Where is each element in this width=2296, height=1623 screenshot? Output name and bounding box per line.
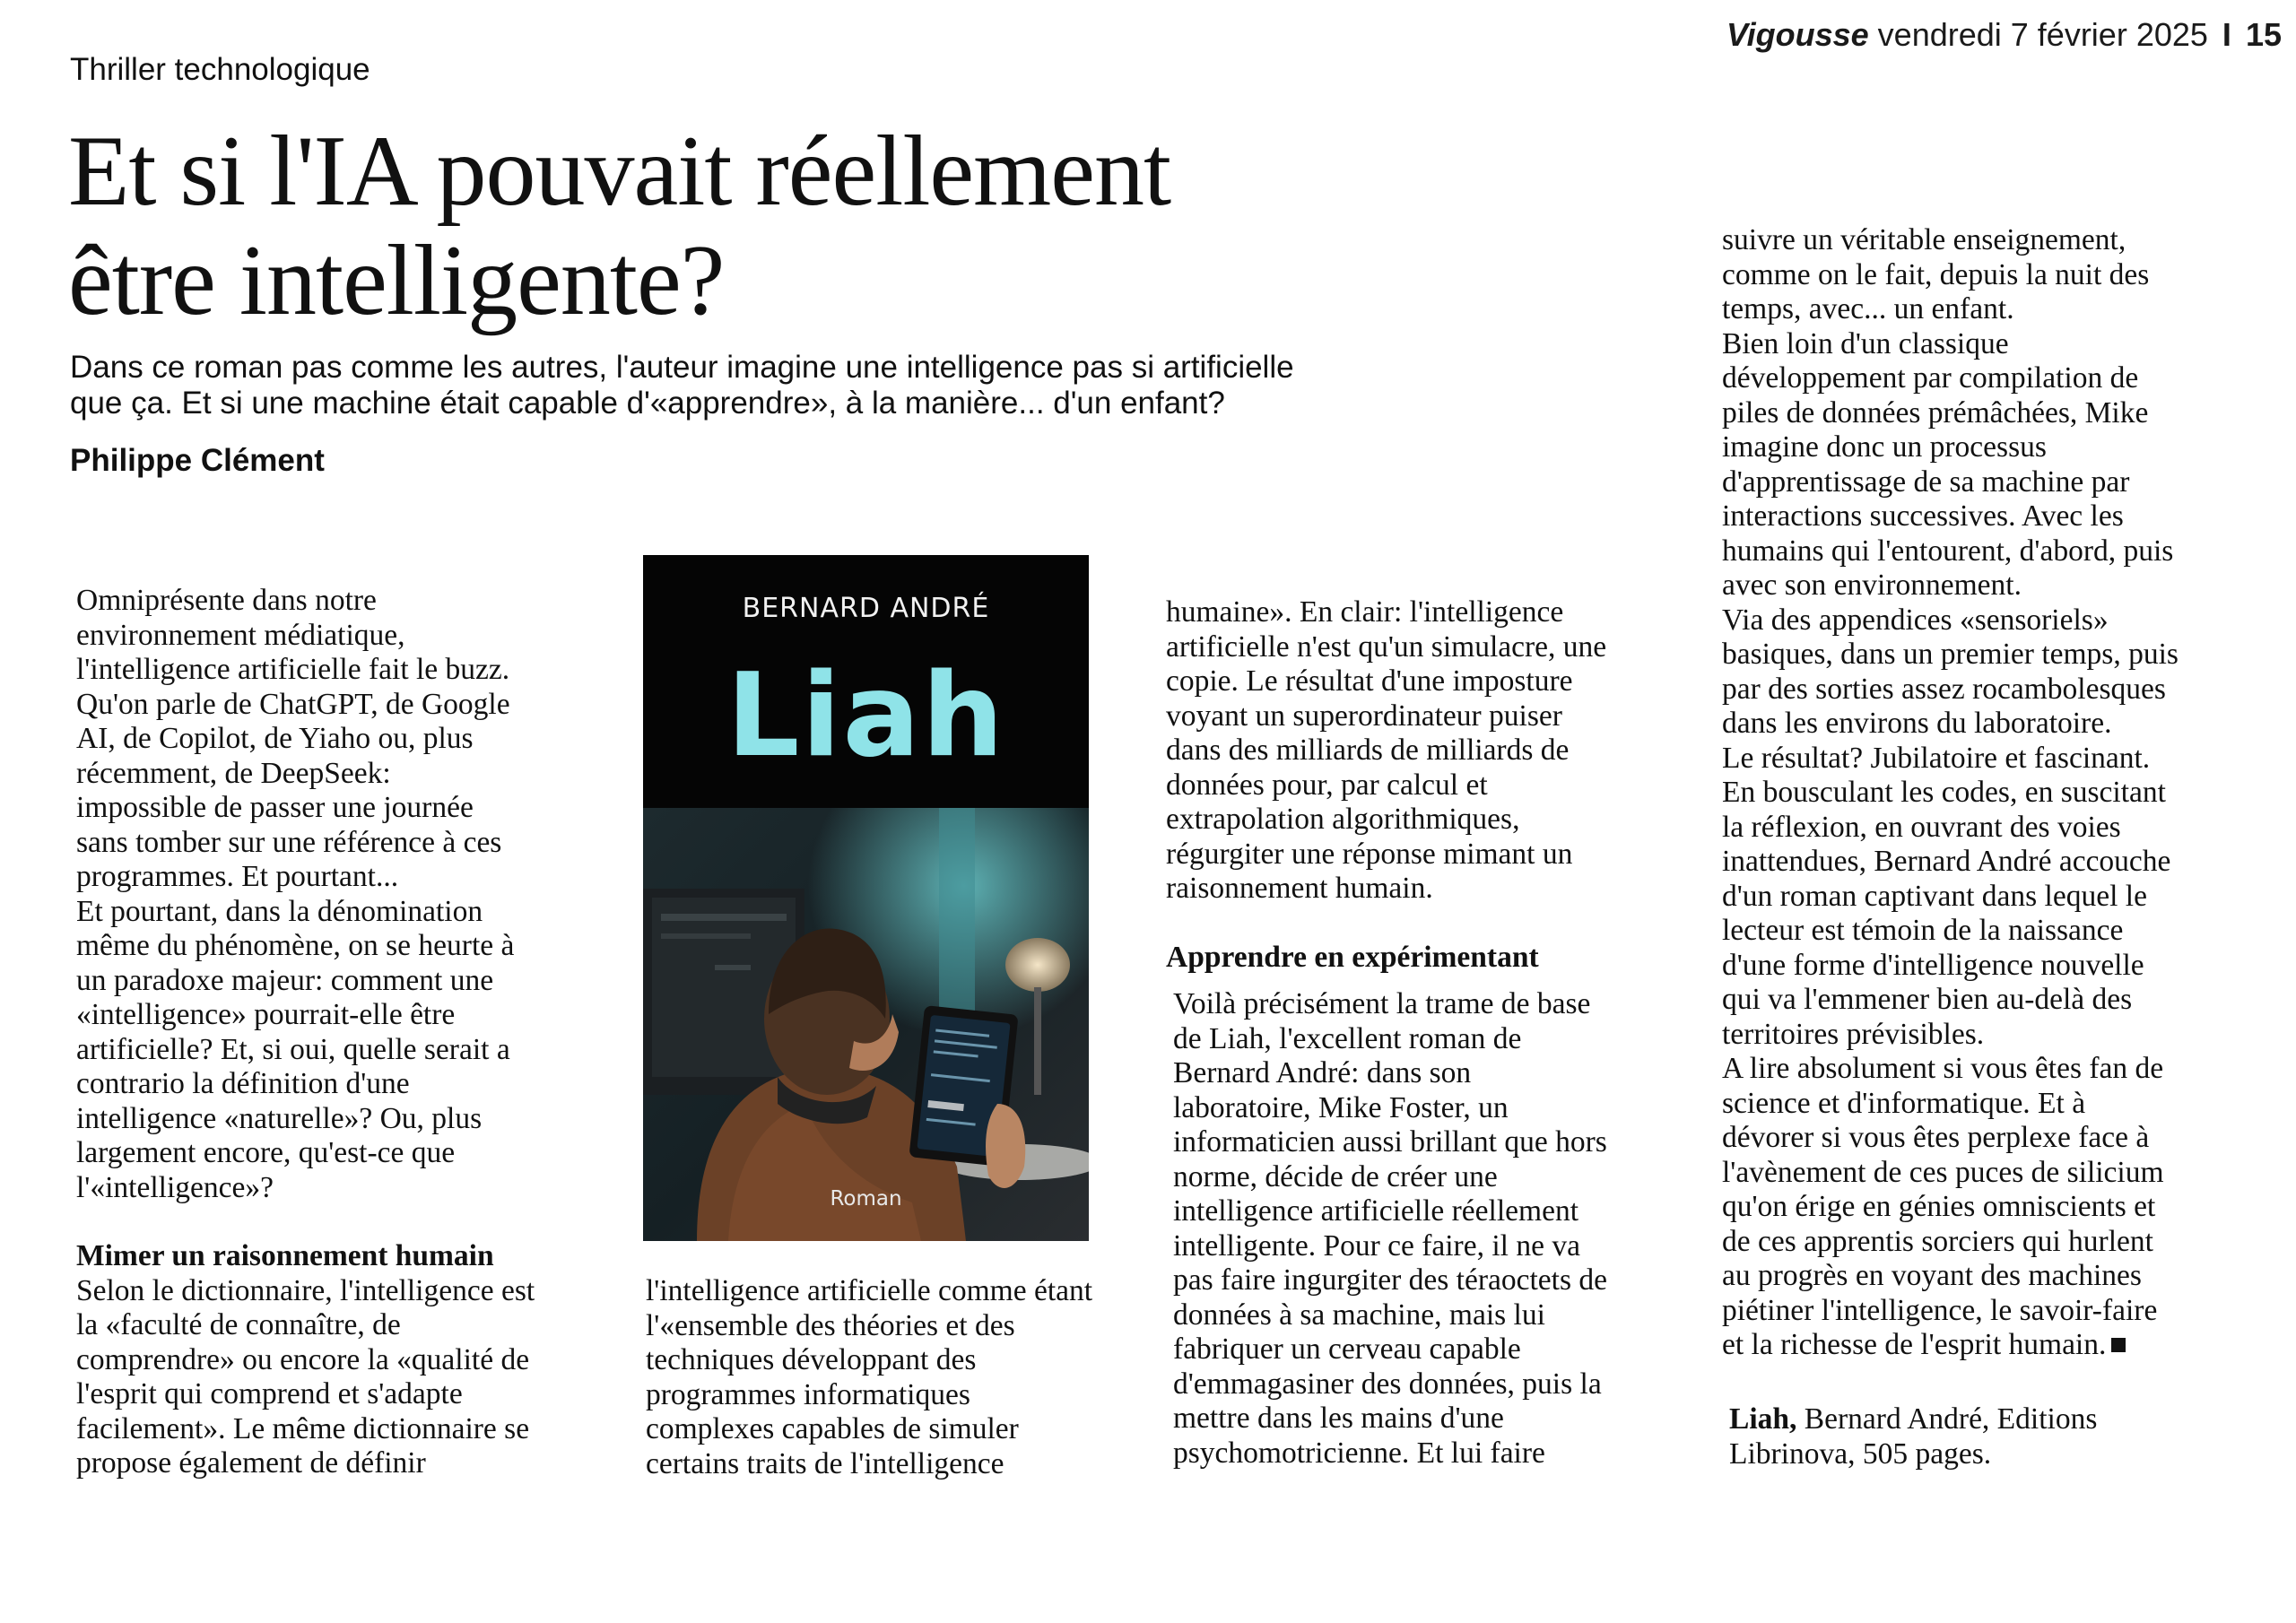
text-line: la réflexion, en ouvrant des voies [1722,810,2121,844]
text-line: piles de données prémâchées, Mike [1722,395,2149,430]
text-line: lecteur est témoin de la naissance [1722,914,2124,947]
text-line: récemment, de DeepSeek: [76,756,391,790]
text-line: contrario la définition d'une [76,1067,410,1100]
text-line: qui va l'emmener bien au-delà des [1722,983,2133,1016]
text-line: avec son environnement. [1722,568,2022,602]
paragraph [76,895,605,1206]
text-line: science et d'informatique. Et à [1722,1086,2086,1120]
text-line: largement encore, qu'est-ce que [76,1136,456,1169]
subheading: Mimer un raisonnement humain [76,1239,494,1272]
text-line: temps, avec... un enfant. [1722,292,2014,325]
text-line: l'avènement de ces puces de silicium [1722,1155,2164,1189]
issue-date: vendredi 7 février 2025 [1877,16,2208,53]
text-line: même du phénomène, on se heurte à [76,929,515,962]
text-line: copie. Le résultat d'une imposture [1166,664,1573,698]
text-line: certains traits de l'intelligence [646,1446,1004,1480]
cover-genre: Roman [830,1187,902,1211]
lead-paragraph [70,350,1397,421]
end-of-article-mark [2111,1338,2126,1352]
text-line: l'«ensemble des théories et des [646,1308,1015,1342]
text-line: un paradoxe majeur: comment une [76,963,494,997]
text-line: suivre un véritable enseignement, [1722,223,2126,256]
lead-line-1: Dans ce roman pas comme les autres, l'auteur imagine une intelligence pas si artificielle [70,350,1294,385]
text-line: piétiner l'intelligence, le savoir-faire [1722,1293,2158,1327]
article-column-2 [646,1274,1157,1481]
text-line: l'intelligence artificielle comme étant [646,1274,1093,1307]
text-line: Bien loin d'un classique [1722,326,2009,360]
paragraph [1722,1052,2242,1363]
paragraph [76,1274,605,1481]
credit-details: Bernard André, Editions [1796,1402,2098,1436]
text-line: imagine donc un processus [1722,430,2047,464]
text-line: programmes. Et pourtant... [76,860,399,893]
text-line: au progrès en voyant des machines [1722,1259,2142,1292]
text-line: informaticien aussi brillant que hors [1173,1125,1607,1159]
text-line: Le résultat? Jubilatoire et fascinant. [1722,741,2151,775]
text-line: artificielle? Et, si oui, quelle serait a [76,1032,510,1066]
cover-title: Liah [726,649,1005,783]
text-line: AI, de Copilot, de Yiaho ou, plus [76,722,474,755]
text-line: intelligence «naturelle»? Ou, plus [76,1101,483,1135]
text-line: de ces apprentis sorciers qui hurlent [1722,1224,2153,1258]
text-line: impossible de passer une journée [76,791,474,824]
text-line: Bernard André: dans son [1173,1056,1472,1089]
paragraph [1722,742,2242,1053]
header-separator: I [2222,16,2231,53]
text-line: humains qui l'entourent, d'abord, puis [1722,534,2174,568]
text-line: intelligence artificielle réellement [1173,1194,1579,1228]
text-line: données pour, par calcul et [1166,768,1488,802]
text-line: par des sorties assez rocambolesques [1722,672,2166,706]
headline [68,117,1170,335]
text-line: et la richesse de l'esprit humain. [1722,1328,2107,1361]
article-column-1 [76,584,605,1481]
text-line: Omniprésente dans notre [76,584,377,617]
text-line: humaine». En clair: l'intelligence [1166,595,1564,629]
book-cover-image [643,555,1089,1241]
text-line: extrapolation algorithmiques, [1166,803,1520,836]
paragraph [1722,603,2242,742]
text-line: basiques, dans un premier temps, puis [1722,638,2179,671]
credit-publisher: Librinova, 505 pages. [1729,1436,1992,1471]
author-byline: Philippe Clément [70,443,325,478]
text-line: dans les environs du laboratoire. [1722,707,2112,740]
text-line: comme on le fait, depuis la nuit des [1722,257,2150,291]
text-line: régurgiter une réponse mimant un [1166,837,1573,871]
text-line: raisonnement humain. [1166,872,1433,905]
text-line: territoires prévisibles. [1722,1017,1985,1051]
paragraph [646,1274,1157,1481]
text-line: interactions successives. Avec les [1722,499,2124,533]
text-line: de Liah, l'excellent roman de [1173,1021,1522,1055]
text-line: l'esprit qui comprend et s'adapte [76,1377,463,1410]
text-line: dévorer si vous êtes perplexe face à [1722,1121,2150,1154]
text-line: qu'on érige en génies omniscients et [1722,1190,2156,1223]
text-line: complexes capables de simuler [646,1412,1019,1445]
cover-illustration [643,808,1089,1241]
page-number: 15 [2245,16,2282,53]
text-line: d'apprentissage de sa machine par [1722,464,2130,499]
text-line: facilement». Le même dictionnaire se [76,1411,530,1445]
text-line: d'une forme d'intelligence nouvelle [1722,948,2144,982]
headline-line-2: être intelligente? [68,225,725,336]
text-line: développement par compilation de [1722,361,2139,395]
text-line: techniques développant des [646,1343,977,1376]
text-line: sans tomber sur une référence à ces [76,825,502,859]
publication-name: Vigousse [1726,16,1869,53]
text-line: données à sa machine, mais lui [1173,1298,1545,1332]
text-line: voyant un superordinateur puiser [1166,699,1562,733]
text-line: Et pourtant, dans la dénomination [76,894,483,928]
text-line: environnement médiatique, [76,618,405,652]
paragraph [76,584,605,895]
text-line: d'un roman captivant dans lequel le [1722,879,2147,913]
text-line: dans des milliards de milliards de [1166,733,1570,767]
article-column-4 [1722,223,2242,1363]
text-line: «intelligence» pourrait-elle être [76,998,456,1031]
paragraph [1166,595,1668,907]
paragraph [1722,223,2242,327]
text-line: norme, décide de créer une [1173,1159,1498,1193]
page-header [1726,16,2282,54]
text-line: artificielle n'est qu'un simulacre, une [1166,629,1607,664]
text-line: Via des appendices «sensoriels» [1722,603,2109,637]
text-line: intelligente. Pour ce faire, il ne va [1173,1228,1580,1263]
subheading: Apprendre en expérimentant [1166,940,1539,974]
text-line: mettre dans les mains d'une [1173,1402,1504,1435]
paragraph [1722,327,2242,603]
text-line: l'intelligence artificielle fait le buzz. [76,653,510,686]
text-line: pas faire ingurgiter des téraoctets de [1173,1263,1607,1297]
text-line: psychomotricienne. Et lui faire [1173,1436,1545,1470]
text-line: Selon le dictionnaire, l'intelligence est [76,1273,535,1307]
headline-line-1: Et si l'IA pouvait réellement [68,116,1171,227]
article-column-3 [1166,595,1668,1471]
text-line: En bousculant les codes, en suscitant [1722,776,2166,809]
paragraph [1166,987,1668,1471]
text-line: Voilà précisément la trame de base [1173,987,1591,1020]
text-line: fabriquer un cerveau capable [1173,1332,1521,1366]
text-line: l'«intelligence»? [76,1170,274,1204]
text-line: la «faculté de connaître, de [76,1308,401,1341]
credit-book-title: Liah, [1729,1402,1797,1436]
rubric: Thriller technologique [70,52,370,87]
text-line: Qu'on parle de ChatGPT, de Google [76,687,510,721]
book-credit [1729,1402,2196,1471]
text-line: propose également de définir [76,1446,426,1480]
text-line: d'emmagasiner des données, puis la [1173,1367,1602,1401]
text-line: comprendre» ou encore la «qualité de [76,1342,530,1376]
cover-author: BERNARD ANDRÉ [742,593,990,624]
lead-line-2: que ça. Et si une machine était capable d'«apprendre», à la manière... d'un enfant? [70,386,1225,421]
text-line: A lire absolument si vous êtes fan de [1722,1052,2164,1085]
text-line: laboratoire, Mike Foster, un [1173,1090,1509,1124]
text-line: programmes informatiques [646,1377,970,1411]
text-line: inattendues, Bernard André accouche [1722,845,2171,878]
